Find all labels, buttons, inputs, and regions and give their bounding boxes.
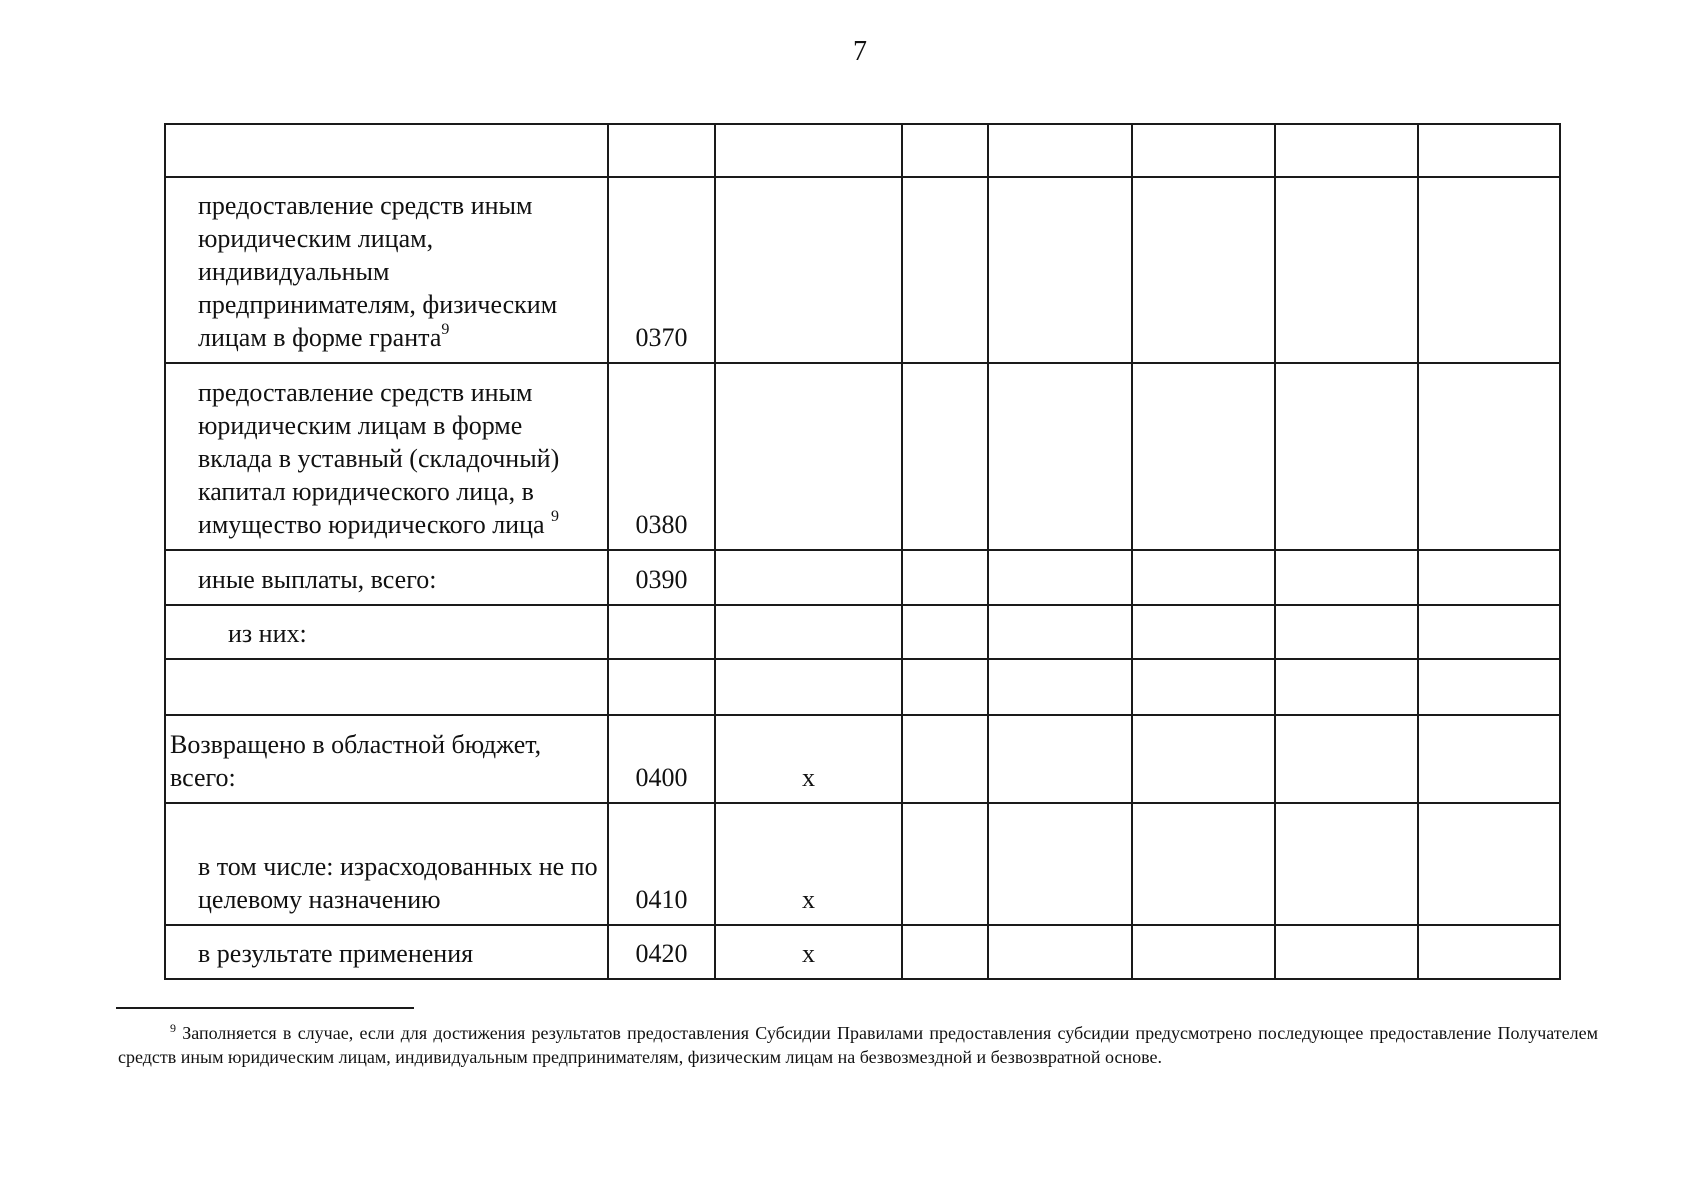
value-cell [1275, 605, 1418, 659]
table-row-0380 [165, 363, 1560, 550]
row-label-cell [165, 363, 608, 550]
row-label: из них: [165, 605, 608, 659]
value-cell [902, 925, 988, 979]
value-cell [988, 925, 1132, 979]
report-table [164, 123, 1561, 980]
value-cell [902, 550, 988, 605]
value-cell [1132, 124, 1275, 177]
value-cell [1418, 659, 1560, 715]
table-row-0410 [165, 803, 1560, 925]
table-row-header-blank [165, 124, 1560, 177]
value-cell [902, 124, 988, 177]
value-cell [1418, 605, 1560, 659]
row-code: 0410 [608, 803, 715, 925]
value-cell [715, 363, 902, 550]
row-label-cell [165, 177, 608, 363]
value-cell [902, 605, 988, 659]
value-cell [902, 715, 988, 803]
value-cell [1132, 550, 1275, 605]
value-cell [988, 659, 1132, 715]
value-cell [988, 605, 1132, 659]
row-code: 0380 [608, 363, 715, 550]
not-applicable-mark: x [715, 925, 902, 979]
row-label: предоставление средств иным юридическим лицам в форме вклада в уставный (складочный) капитал юридического лица, в имущество юридического лица [198, 378, 560, 539]
value-cell [1132, 605, 1275, 659]
value-cell [902, 363, 988, 550]
value-cell [1275, 925, 1418, 979]
row-label: предоставление средств иным юридическим лицам, индивидуальным предпринимателям, физическим лицам в форме гранта [198, 191, 558, 352]
not-applicable-mark: x [715, 715, 902, 803]
value-cell [1275, 363, 1418, 550]
value-cell [1132, 925, 1275, 979]
value-cell [1275, 177, 1418, 363]
page-number: 7 [853, 36, 867, 67]
value-cell [715, 550, 902, 605]
table-row-0420 [165, 925, 1560, 979]
table-row-0370 [165, 177, 1560, 363]
footnote-marker: 9 [170, 1021, 176, 1035]
value-cell [1275, 715, 1418, 803]
value-cell [1275, 124, 1418, 177]
value-cell [1418, 550, 1560, 605]
value-cell [715, 605, 902, 659]
value-cell [988, 177, 1132, 363]
footnote-separator [116, 1007, 414, 1009]
value-cell [1132, 177, 1275, 363]
value-cell [1275, 659, 1418, 715]
row-code [608, 605, 715, 659]
not-applicable-mark: x [715, 803, 902, 925]
value-cell [902, 659, 988, 715]
value-cell [1418, 925, 1560, 979]
footnote [118, 1021, 1598, 1069]
value-cell [988, 803, 1132, 925]
row-code-cell [608, 124, 715, 177]
value-cell [902, 177, 988, 363]
row-code: 0420 [608, 925, 715, 979]
value-cell [1132, 715, 1275, 803]
row-label: Возвращено в областной бюджет, всего: [165, 715, 608, 803]
value-cell [1275, 550, 1418, 605]
value-cell [988, 550, 1132, 605]
row-code: 0390 [608, 550, 715, 605]
value-cell [715, 659, 902, 715]
row-label-cell [165, 124, 608, 177]
value-cell [1132, 659, 1275, 715]
row-code [608, 659, 715, 715]
value-cell [988, 715, 1132, 803]
value-cell [1418, 363, 1560, 550]
value-cell [988, 363, 1132, 550]
value-cell [1132, 803, 1275, 925]
row-label [165, 659, 608, 715]
value-cell [1418, 124, 1560, 177]
table-row-blank [165, 659, 1560, 715]
value-cell [988, 124, 1132, 177]
footnote-reference: 9 [551, 508, 560, 525]
row-code: 0400 [608, 715, 715, 803]
value-cell [902, 803, 988, 925]
table-row-0390 [165, 550, 1560, 605]
table-row-0400 [165, 715, 1560, 803]
row-label: иные выплаты, всего: [165, 550, 608, 605]
value-cell [1132, 363, 1275, 550]
value-cell [715, 124, 902, 177]
row-code: 0370 [608, 177, 715, 363]
footnote-reference: 9 [441, 321, 450, 338]
row-label: в том числе: израсходованных не по целевому назначению [165, 803, 608, 925]
footnote-text: Заполняется в случае, если для достижения результатов предоставления Субсидии Правилами предоставления субсидии предусмотрено последующее предоставление Получателем средств иным юридическим лицам, индивидуальным предпринимателям, физическим лицам на безвозмездной и безвозвратной основе. [118, 1023, 1599, 1067]
value-cell [1418, 177, 1560, 363]
value-cell [715, 177, 902, 363]
value-cell [1418, 803, 1560, 925]
value-cell [1275, 803, 1418, 925]
table-row-of-which [165, 605, 1560, 659]
row-label: в результате применения [165, 925, 608, 979]
value-cell [1418, 715, 1560, 803]
